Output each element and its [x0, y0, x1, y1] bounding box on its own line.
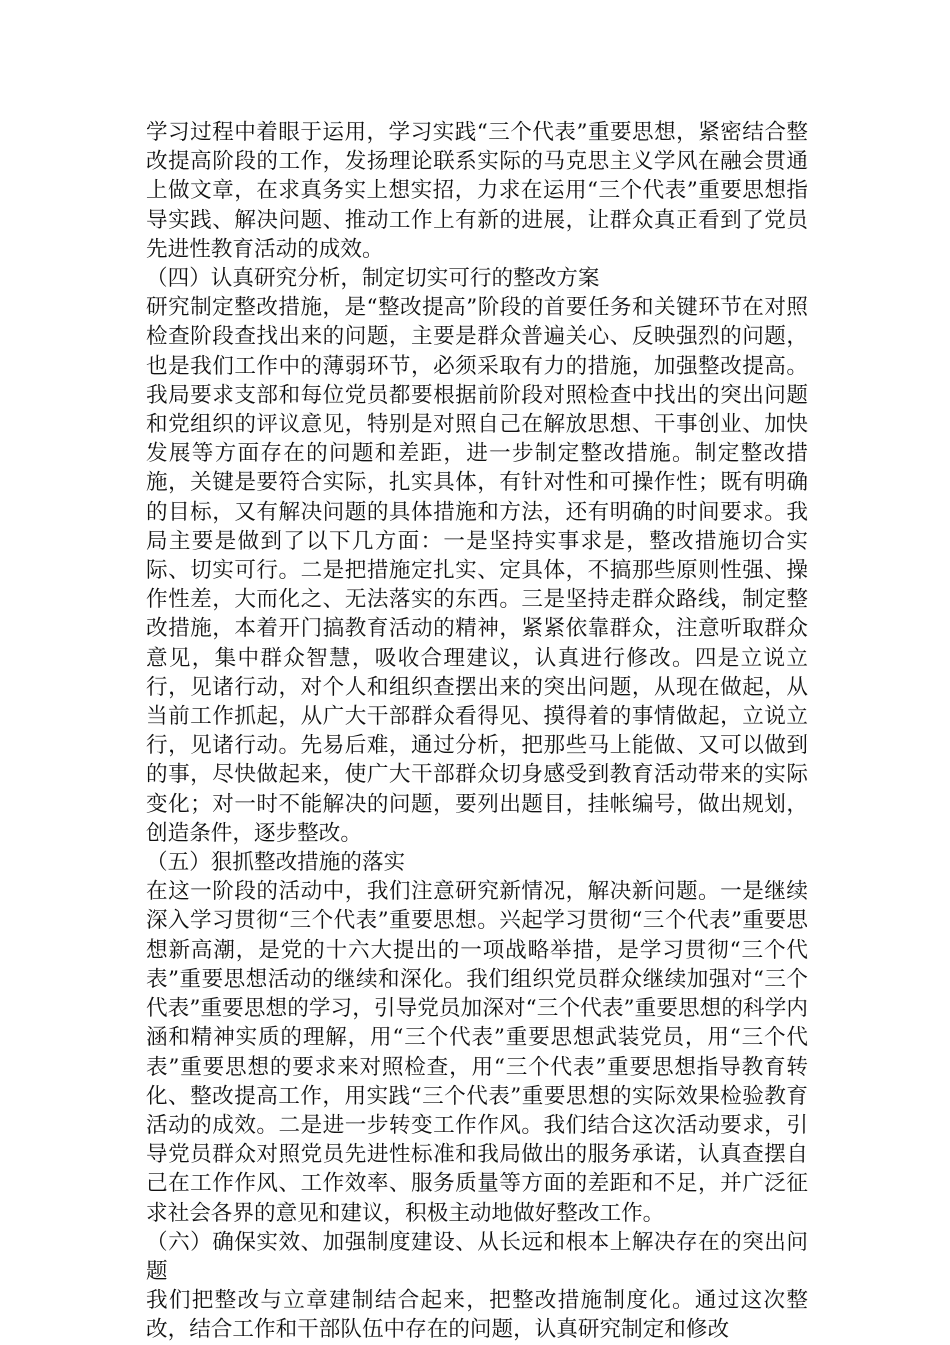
- section-heading-5: （五）狠抓整改措施的落实: [146, 850, 406, 876]
- section-heading-4: （四）认真研究分析，制定切实可行的整改方案: [146, 266, 600, 292]
- section-heading-6: （六）确保实效、加强制度建设、从长远和根本上解决存在的突出问题: [146, 1229, 808, 1284]
- paragraph-study-application: 学习过程中着眼于运用，学习实践“三个代表”重要思想，紧密结合整改提高阶段的工作，发扬理论联系实际的马克思主义学风在融会贯通上做文章，在求真务实上想实招，力求在运用“三个代表”重要思想指导实践、解决问题、推动工作上有新的进展，让群众真正看到了党员先进性教育活动的成效。: [146, 120, 808, 262]
- paragraph-institution-building: 我们把整改与立章建制结合起来，把整改措施制度化。通过这次整改，结合工作和干部队伍中存在的问题，认真研究制定和修改: [146, 1288, 808, 1343]
- paragraph-rectification-plan: 研究制定整改措施，是“整改提高”阶段的首要任务和关键环节在对照检查阶段查找出来的问题，主要是群众普遍关心、反映强烈的问题，也是我们工作中的薄弱环节，必须采取有力的措施，加强整改提高。我局要求支部和每位党员都要根据前阶段对照检查中找出的突出问题和党组织的评议意见，特别是对照自己在解放思想、干事创业、加快发展等方面存在的问题和差距，进一步制定整改措施。制定整改措施，关键是要符合实际，扎实具体，有针对性和可操作性；既有明确的目标，又有解决问题的具体措施和方法，还有明确的时间要求。我局主要是做到了以下几方面：一是坚持实事求是，整改措施切合实际、切实可行。二是把措施定扎实、定具体，不搞那些原则性强、操作性差，大而化之、无法落实的东西。三是坚持走群众路线，制定整改措施，本着开门搞教育活动的精神，紧紧依靠群众，注意听取群众意见，集中群众智慧，吸收合理建议，认真进行修改。四是立说立行，见诸行动，对个人和组织查摆出来的突出问题，从现在做起，从当前工作抓起，从广大干部群众看得见、摸得着的事情做起，立说立行，见诸行动。先易后难，通过分析，把那些马上能做、又可以做到的事，尽快做起来，使广大干部群众切身感受到教育活动带来的实际变化；对一时不能解决的问题，要列出题目，挂帐编号，做出规划，创造条件，逐步整改。: [146, 295, 808, 846]
- paragraph-implementation: 在这一阶段的活动中，我们注意研究新情况，解决新问题。一是继续深入学习贯彻“三个代表”重要思想。兴起学习贯彻“三个代表”重要思想新高潮，是党的十六大提出的一项战略举措，是学习贯彻“三个代表”重要思想活动的继续和深化。我们组织党员群众继续加强对“三个代表”重要思想的学习，引导党员加深对“三个代表”重要思想的科学内涵和精神实质的理解，用“三个代表”重要思想武装党员，用“三个代表”重要思想的要求来对照检查，用“三个代表”重要思想指导教育转化、整改提高工作，用实践“三个代表”重要思想的实际效果检验教育活动的成效。二是进一步转变工作作风。我们结合这次活动要求，引导党员群众对照党员先进性标准和我局做出的服务承诺，认真查摆自己在工作作风、工作效率、服务质量等方面的差距和不足，并广泛征求社会各界的意见和建议，积极主动地做好整改工作。: [146, 879, 808, 1226]
- document-page: [146, 118, 808, 1345]
